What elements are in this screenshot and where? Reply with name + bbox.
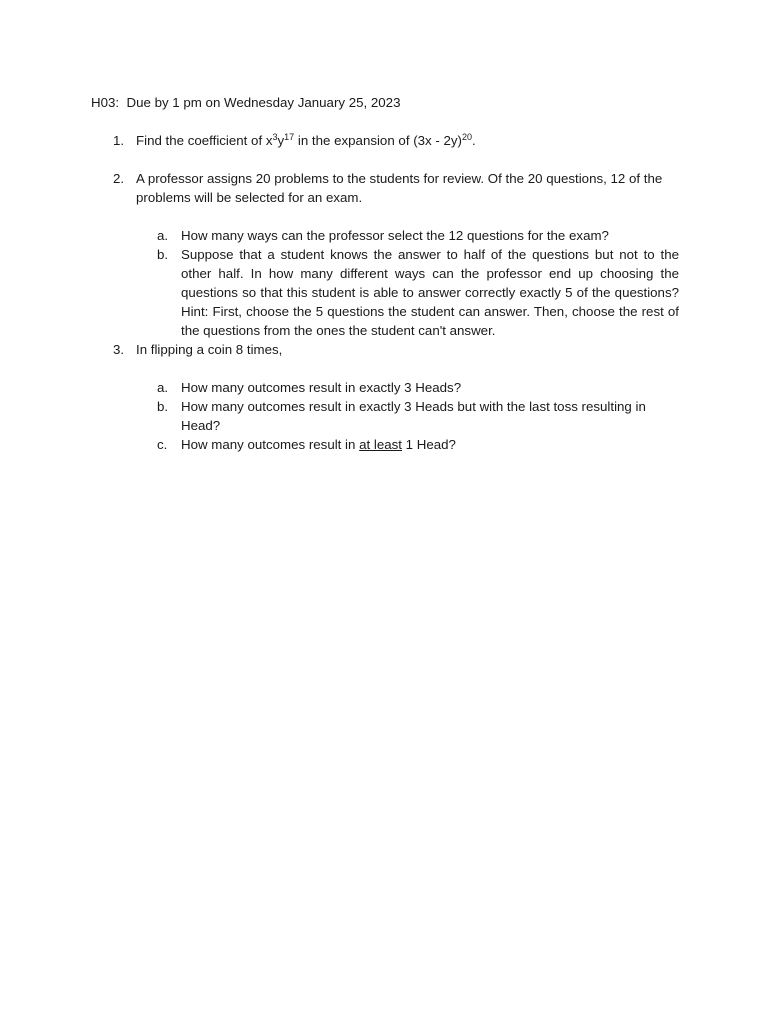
question-3-number: 3. bbox=[113, 342, 125, 357]
q1-text-pre: Find the coefficient of x bbox=[136, 133, 273, 148]
question-2a bbox=[157, 226, 679, 245]
question-3c-text bbox=[181, 435, 679, 454]
assignment-header: H03: Due by 1 pm on Wednesday January 25, 2023 bbox=[91, 95, 401, 110]
question-3b-text: How many outcomes result in exactly 3 Heads but with the last toss resulting in Head? bbox=[181, 399, 646, 433]
q1-text-post: in the expansion of (3x - 2y) bbox=[294, 133, 462, 148]
question-1-text bbox=[136, 131, 678, 150]
q3c-text-pre: How many outcomes result in bbox=[181, 437, 360, 452]
question-2b-label: b. bbox=[157, 247, 169, 262]
question-3c bbox=[157, 435, 679, 454]
question-3b bbox=[157, 397, 679, 435]
question-2-text: A professor assigns 20 problems to the students for review. Of the 20 questions, 12 of the problems will be selected for an exam. bbox=[136, 171, 663, 205]
question-1 bbox=[113, 131, 678, 150]
question-2-number: 2. bbox=[113, 171, 125, 186]
question-3a bbox=[157, 378, 679, 397]
question-3a-text: How many outcomes result in exactly 3 Heads? bbox=[181, 380, 462, 395]
q3c-text-post: 1 Head? bbox=[401, 437, 456, 452]
question-3a-label: a. bbox=[157, 380, 169, 395]
question-2 bbox=[113, 169, 678, 207]
q3c-underlined-text: at least bbox=[359, 437, 402, 452]
q1-text-end: . bbox=[471, 133, 476, 148]
question-2b-text: Suppose that a student knows the answer to half of the questions but not to the other half. In how many different ways can the professor end up choosing the questions so that this student is able to answer correctly exactly 5 of the questions? Hint: First, choose the 5 questions the student can answer. Then, choose the rest of the questions from the ones the student can't answer. bbox=[181, 247, 679, 338]
question-3-text: In flipping a coin 8 times, bbox=[136, 342, 283, 357]
question-3 bbox=[113, 340, 678, 359]
question-2a-label: a. bbox=[157, 228, 169, 243]
question-1-number: 1. bbox=[113, 133, 125, 148]
q1-text-y: y bbox=[277, 133, 285, 148]
question-3c-label: c. bbox=[157, 437, 168, 452]
q1-exponent-expansion: 20 bbox=[461, 132, 472, 142]
question-2b bbox=[157, 245, 679, 340]
question-2a-text: How many ways can the professor select the 12 questions for the exam? bbox=[181, 228, 609, 243]
question-3b-label: b. bbox=[157, 399, 169, 414]
q1-exponent-y: 17 bbox=[284, 132, 295, 142]
q1-exponent-x: 3 bbox=[272, 132, 278, 142]
